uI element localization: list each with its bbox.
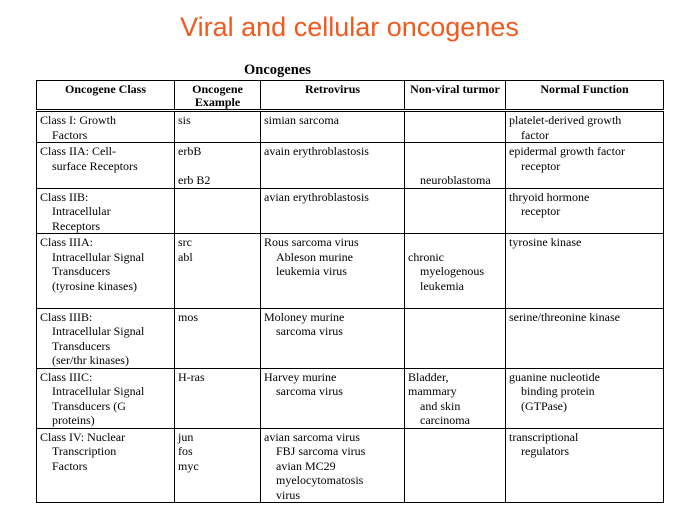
- example-cell: [175, 188, 261, 234]
- cell-text: neuroblastoma: [420, 173, 491, 187]
- cell-text: FBJ sarcoma virus: [276, 444, 366, 458]
- cell-text: H-ras: [178, 369, 205, 384]
- retrovirus-cell: [261, 188, 405, 234]
- cell-text: Ableson murine: [276, 249, 353, 264]
- cell-text: simian sarcoma: [264, 113, 339, 127]
- retrovirus-cell: [261, 308, 405, 368]
- cell-text: Transcription: [52, 444, 117, 458]
- cell-text: Class IIB:: [40, 189, 89, 204]
- cell-text: Intracellular Signal: [52, 324, 145, 338]
- cell-text: Class IIIC:: [40, 369, 93, 384]
- class-cell: [37, 308, 175, 368]
- cell-text: [408, 159, 502, 174]
- function-cell: [506, 428, 664, 503]
- cell-text: Intracellular Signal: [52, 249, 145, 264]
- cell-text: abl: [178, 249, 193, 264]
- retrovirus-cell: [261, 111, 405, 143]
- cell-text: Rous sarcoma virus: [264, 235, 359, 249]
- class-cell: [37, 368, 175, 428]
- cell-text: jun: [178, 429, 194, 444]
- example-cell: [175, 368, 261, 428]
- cell-text: Intracellular Signal: [52, 384, 145, 398]
- cell-text: regulators: [521, 444, 569, 458]
- cell-text: myelocytomatosis: [276, 473, 364, 487]
- function-cell: [506, 368, 664, 428]
- cell-text: [40, 293, 171, 308]
- cell-text: Class IIA: Cell-: [40, 144, 116, 158]
- cell-text: chronic: [408, 249, 444, 264]
- table-row: [37, 308, 664, 368]
- cell-text: sis: [178, 113, 191, 127]
- cell-text: avain erythroblastosis: [264, 144, 369, 158]
- cell-text: sarcoma virus: [276, 384, 343, 398]
- cell-text: [408, 144, 502, 159]
- function-cell: [506, 143, 664, 189]
- cell-text: epidermal growth factor: [509, 144, 625, 158]
- header-row: [37, 81, 664, 111]
- cell-text: Intracellular: [52, 204, 111, 218]
- cell-text: proteins): [52, 413, 95, 427]
- cell-text: carcinoma: [420, 413, 470, 427]
- cell-text: (tyrosine kinases): [52, 278, 137, 293]
- cell-text: Factors: [52, 458, 88, 473]
- cell-text: leukemia: [420, 278, 464, 293]
- non-viral-tumor-cell: [405, 111, 506, 143]
- function-cell: [506, 111, 664, 143]
- cell-text: avian sarcoma virus: [264, 429, 360, 444]
- example-cell: [175, 308, 261, 368]
- function-cell: [506, 234, 664, 309]
- non-viral-tumor-cell: [405, 143, 506, 189]
- slide-title: Viral and cellular oncogenes: [180, 12, 519, 42]
- retrovirus-cell: [261, 428, 405, 503]
- cell-text: Harvey murine: [264, 369, 337, 384]
- cell-text: Class IIIA:: [40, 235, 93, 249]
- cell-text: Transducers (G: [52, 398, 126, 413]
- cell-text: avian erythroblastosis: [264, 189, 369, 204]
- table-row: [37, 111, 664, 143]
- non-viral-tumor-cell: [405, 234, 506, 309]
- cell-text: Transducers: [52, 338, 111, 353]
- cell-text: mammary: [408, 384, 457, 398]
- cell-text: Class IIIB:: [40, 309, 93, 324]
- cell-text: tyrosine kinase: [509, 235, 582, 249]
- cell-text: fos: [178, 444, 193, 458]
- cell-text: Receptors: [52, 218, 100, 233]
- example-cell: [175, 111, 261, 143]
- cell-text: guanine nucleotide: [509, 369, 600, 384]
- non-viral-tumor-cell: [405, 308, 506, 368]
- cell-text: and skin: [420, 398, 461, 413]
- cell-text: surface Receptors: [52, 158, 138, 173]
- cell-text: platelet-derived growth: [509, 113, 622, 127]
- cell-text: myelogenous: [420, 264, 484, 278]
- example-cell: [175, 234, 261, 309]
- cell-text: (ser/thr kinases): [52, 353, 129, 367]
- class-cell: [37, 234, 175, 309]
- cell-text: leukemia virus: [276, 264, 347, 278]
- cell-text: factor: [521, 127, 549, 142]
- example-cell: [175, 428, 261, 503]
- cell-text: serine/threonine kinase: [509, 309, 620, 324]
- header-normal-function: Normal Function: [506, 81, 664, 111]
- cell-text: Class IV: Nuclear: [40, 429, 126, 444]
- cell-text: Moloney murine: [264, 309, 345, 324]
- table-body: [37, 111, 664, 503]
- cell-text: transcriptional: [509, 429, 579, 444]
- example-cell: [175, 143, 261, 189]
- cell-text: virus: [276, 487, 300, 502]
- cell-text: src: [178, 235, 192, 249]
- retrovirus-cell: [261, 234, 405, 309]
- table-row: [37, 188, 664, 234]
- non-viral-tumor-cell: [405, 428, 506, 503]
- cell-text: sarcoma virus: [276, 324, 343, 338]
- table-caption: Oncogenes: [244, 62, 311, 78]
- retrovirus-cell: [261, 368, 405, 428]
- cell-text: erb B2: [178, 173, 211, 187]
- cell-text: thryoid hormone: [509, 189, 590, 204]
- header-oncogene-example: Oncogene Example: [175, 81, 261, 111]
- cell-text: Class I: Growth: [40, 113, 116, 127]
- cell-text: [408, 235, 502, 250]
- non-viral-tumor-cell: [405, 188, 506, 234]
- cell-text: (GTPase): [521, 398, 567, 413]
- class-cell: [37, 111, 175, 143]
- table-row: [37, 234, 664, 309]
- cell-text: receptor: [521, 204, 561, 218]
- cell-text: avian MC29: [276, 458, 336, 473]
- function-cell: [506, 188, 664, 234]
- cell-text: Transducers: [52, 264, 111, 278]
- cell-text: myc: [178, 458, 199, 473]
- cell-text: Factors: [52, 127, 88, 142]
- oncogenes-table: [36, 80, 664, 503]
- table-header: [37, 81, 664, 111]
- cell-text: [178, 159, 257, 174]
- header-retrovirus: Retrovirus: [261, 81, 405, 111]
- non-viral-tumor-cell: [405, 368, 506, 428]
- function-cell: [506, 308, 664, 368]
- header-non-viral-tumor: Non-viral turmor: [405, 81, 506, 111]
- header-oncogene-class: Oncogene Class: [37, 81, 175, 111]
- cell-text: erbB: [178, 144, 202, 158]
- table-row: [37, 368, 664, 428]
- class-cell: [37, 143, 175, 189]
- class-cell: [37, 428, 175, 503]
- table-row: [37, 428, 664, 503]
- retrovirus-cell: [261, 143, 405, 189]
- table-row: [37, 143, 664, 189]
- cell-text: Bladder,: [408, 369, 449, 384]
- cell-text: receptor: [521, 158, 561, 173]
- cell-text: binding protein: [521, 384, 595, 398]
- cell-text: mos: [178, 309, 199, 324]
- class-cell: [37, 188, 175, 234]
